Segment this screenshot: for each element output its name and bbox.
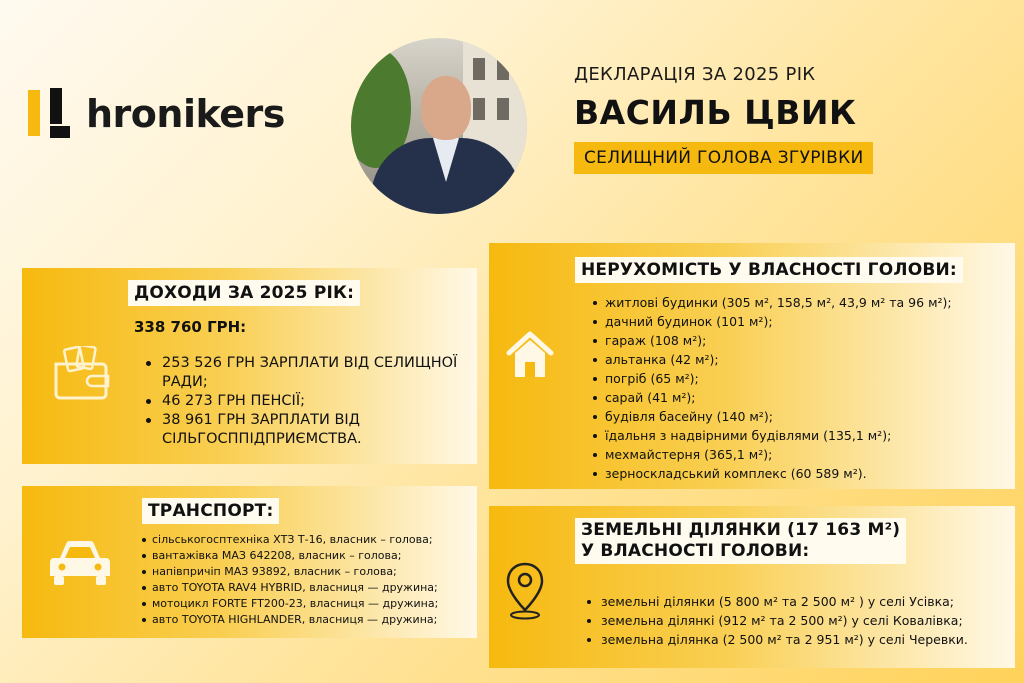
- list-item: зерноскладський комплекс (60 589 м²).: [591, 464, 1011, 483]
- income-list: [144, 354, 469, 449]
- list-item: авто TOYOTA RAV4 HYBRID, власниця — дружина;: [142, 580, 472, 596]
- list-item: житлові будинки (305 м², 158,5 м², 43,9 м² та 96 м²);: [591, 293, 1011, 312]
- transport-card: [22, 486, 477, 638]
- list-item: авто TOYOTA HIGHLANDER, власниця — дружина;: [142, 612, 472, 628]
- list-item: дачний будинок (101 м²);: [591, 312, 1011, 331]
- brand-logo: [28, 88, 285, 140]
- list-item: напівпричіп МАЗ 93892, власник – голова;: [142, 564, 472, 580]
- land-card: [489, 506, 1015, 668]
- list-item: вантажівка МАЗ 642208, власник – голова;: [142, 548, 472, 564]
- header: [574, 64, 873, 174]
- list-item: гараж (108 м²);: [591, 331, 1011, 350]
- income-title: ДОХОДИ ЗА 2025 РІК:: [128, 280, 360, 306]
- land-list: [585, 592, 1011, 649]
- wallet-icon: [52, 346, 110, 404]
- list-item: мотоцикл FORTE FT200-23, власниця — дружина;: [142, 596, 472, 612]
- list-item: погріб (65 м²);: [591, 369, 1011, 388]
- transport-title: ТРАНСПОРТ:: [142, 498, 279, 524]
- land-title-line2: У ВЛАСНОСТІ ГОЛОВИ:: [581, 541, 810, 561]
- transport-list: [142, 532, 472, 628]
- income-card: [22, 268, 477, 464]
- income-total: 338 760 ГРН:: [134, 318, 247, 336]
- realty-title: НЕРУХОМІСТЬ У ВЛАСНОСТІ ГОЛОВИ:: [575, 257, 963, 283]
- realty-card: [489, 243, 1015, 489]
- list-item: 253 526 ГРН ЗАРПЛАТИ ВІД СЕЛИЩНОЇ РАДИ;: [144, 354, 469, 392]
- list-item: земельна ділянкі (912 м² та 2 500 м²) у селі Ковалівка;: [585, 611, 1011, 630]
- list-item: їдальня з надвірними будівлями (135,1 м²);: [591, 426, 1011, 445]
- house-icon: [505, 331, 555, 383]
- list-item: мехмайстерня (365,1 м²);: [591, 445, 1011, 464]
- declaration-title: ДЕКЛАРАЦІЯ ЗА 2025 РІК: [574, 64, 816, 85]
- list-item: сарай (41 м²);: [591, 388, 1011, 407]
- list-item: сільськогосптехніка ХТЗ Т-16, власник – голова;: [142, 532, 472, 548]
- logo-mark-icon: [28, 88, 74, 140]
- land-title: [575, 518, 906, 564]
- list-item: 38 961 ГРН ЗАРПЛАТИ ВІД СІЛЬГОСППІДПРИЄМСТВА.: [144, 411, 469, 449]
- land-title-line1: ЗЕМЕЛЬНІ ДІЛЯНКИ (17 163 М²): [581, 520, 901, 540]
- list-item: земельні ділянки (5 800 м² та 2 500 м² ) у селі Усівка;: [585, 592, 1011, 611]
- list-item: 46 273 ГРН ПЕНСІЇ;: [144, 392, 469, 411]
- person-name: ВАСИЛЬ ЦВИК: [574, 93, 857, 132]
- realty-list: [591, 293, 1011, 483]
- location-pin-icon: [503, 560, 547, 624]
- list-item: альтанка (42 м²);: [591, 350, 1011, 369]
- person-portrait: [351, 38, 527, 214]
- position-badge: СЕЛИЩНИЙ ГОЛОВА ЗГУРІВКИ: [574, 142, 873, 174]
- car-icon: [48, 538, 112, 592]
- brand-name: hronikers: [86, 92, 285, 136]
- list-item: будівля басейну (140 м²);: [591, 407, 1011, 426]
- list-item: земельна ділянка (2 500 м² та 2 951 м²) у селі Черевки.: [585, 630, 1011, 649]
